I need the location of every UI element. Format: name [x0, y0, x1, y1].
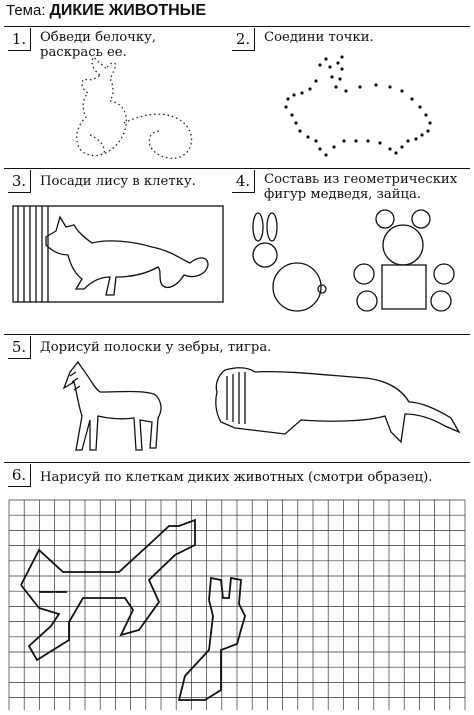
task-2-text: Соедини точки.	[264, 30, 374, 45]
topic-title: ДИКИЕ ЖИВОТНЫЕ	[49, 2, 207, 19]
divider-row-1	[4, 26, 470, 27]
geometric-animals-figure	[240, 205, 460, 323]
task-4-number: 4.	[232, 170, 255, 193]
sample-fox-drawing	[21, 520, 195, 660]
zebra-outline-figure	[60, 358, 170, 458]
drawing-grid[interactable]	[9, 500, 465, 710]
tiger-outline-figure	[205, 362, 465, 452]
squirrel-tracing-figure	[70, 55, 200, 165]
task-1-number: 1.	[8, 28, 31, 51]
task-5-number: 5.	[8, 336, 31, 359]
worksheet-topic	[6, 2, 206, 20]
task-1-text: Обведи белочку, раскрась ее.	[40, 30, 157, 60]
task-3-number: 3.	[8, 170, 31, 193]
connect-dots-figure	[280, 55, 460, 160]
task-4-text: Составь из геометрических фигур медведя, зайца.	[264, 172, 458, 202]
task-6-number: 6.	[8, 464, 31, 487]
task-3-text: Посади лису в клетку.	[40, 174, 196, 189]
hare-shapes	[253, 213, 326, 311]
task-2-number: 2.	[232, 28, 255, 51]
task-6-text: Нарисуй по клеткам диких животных (смотри образец).	[40, 470, 433, 485]
task-5-text: Дорисуй полоски у зебры, тигра.	[40, 340, 272, 355]
divider-row-4	[4, 462, 470, 463]
topic-label: Тема:	[6, 2, 46, 19]
bear-shapes	[354, 210, 454, 311]
cage-bars	[18, 206, 48, 302]
fox-outline	[46, 217, 208, 295]
grid-lines	[9, 500, 465, 710]
divider-row-2	[4, 168, 470, 169]
cage-frame	[13, 206, 223, 302]
dot-path	[284, 55, 431, 156]
sample-hare-drawing	[179, 578, 245, 700]
fox-cage-figure	[12, 205, 224, 305]
divider-row-3	[4, 334, 470, 335]
